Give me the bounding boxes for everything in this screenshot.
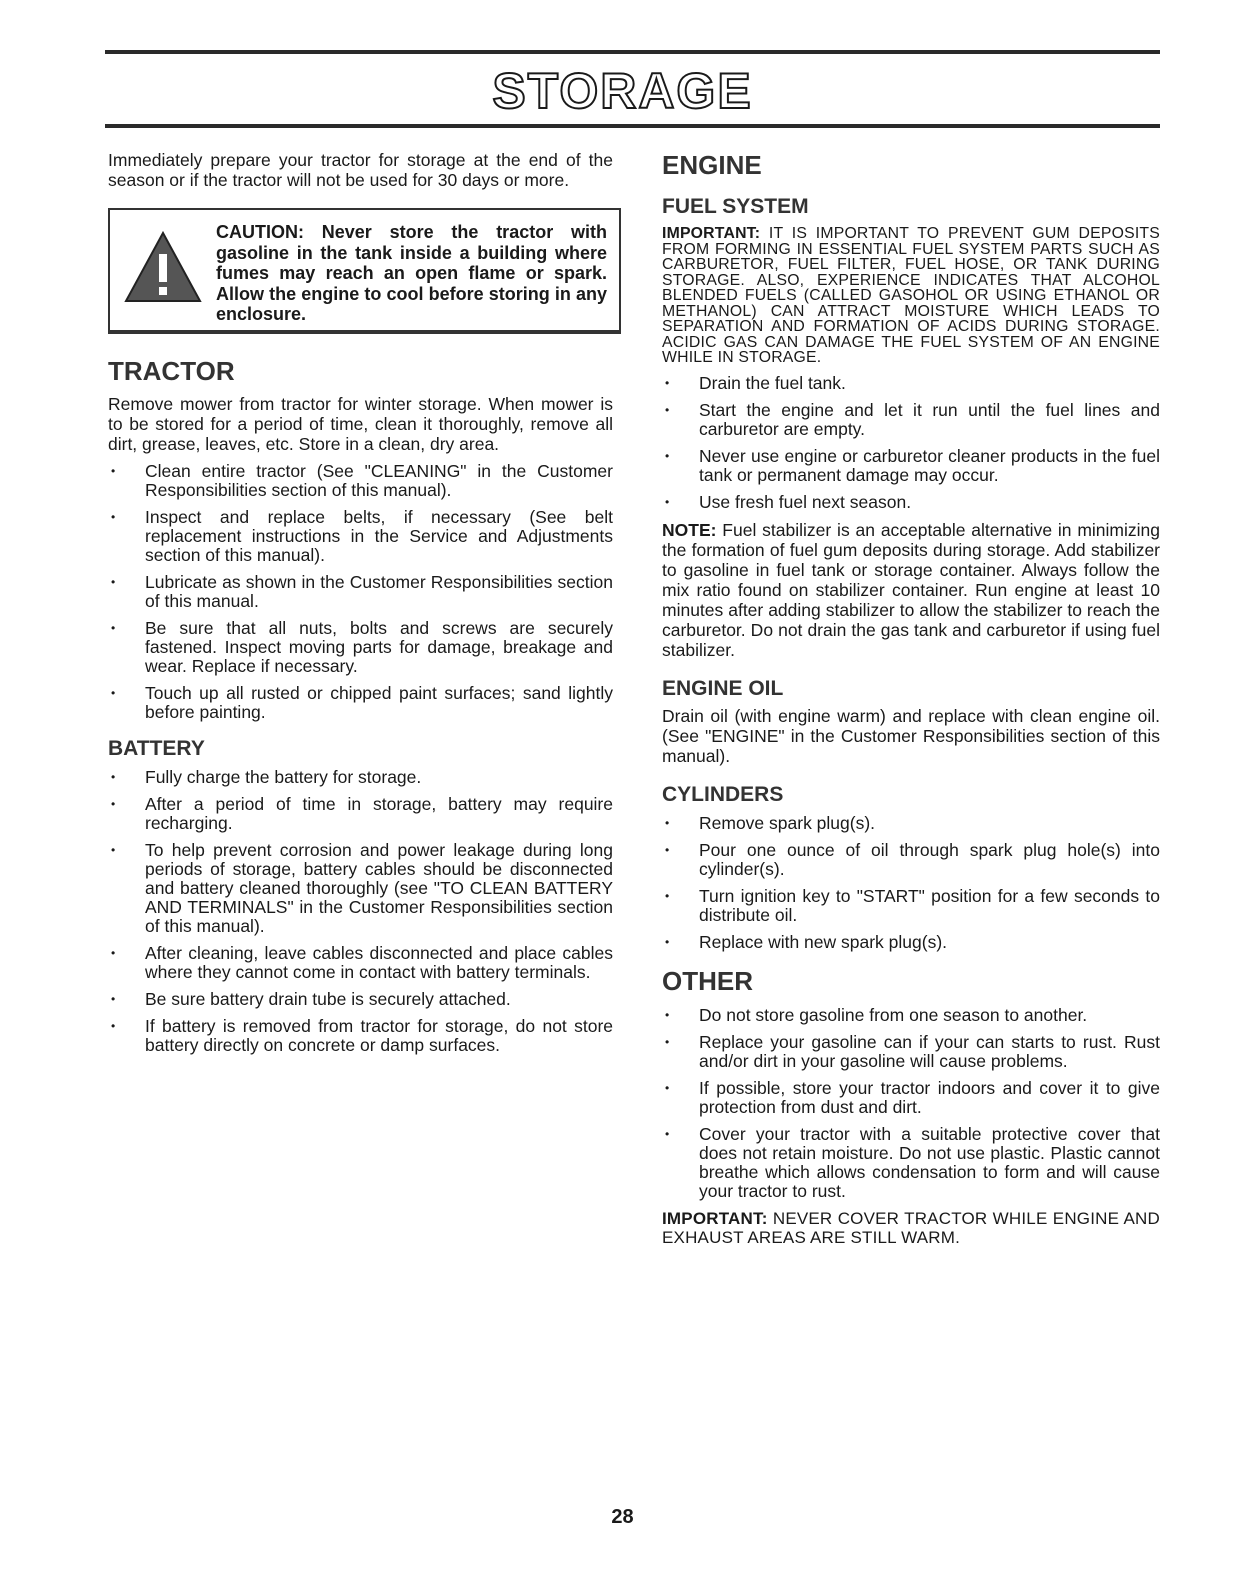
intro-paragraph: Immediately prepare your tractor for storage at the end of the season or if the tractor will not be used for 30 days or more. (108, 150, 613, 190)
top-rule (105, 50, 1160, 54)
battery-heading: BATTERY (108, 737, 205, 760)
caution-box (108, 208, 621, 334)
list-item: • Start the engine and let it run until the fuel lines and carburetor are empty. (662, 401, 1160, 439)
caution-text: CAUTION: Never store the tractor with gasoline in the tank inside a building where fumes may reach an open flame or spark. Allow the engine to cool before storing in any enclosure. (216, 222, 607, 324)
important-text: NEVER COVER TRACTOR WHILE ENGINE AND EXHAUST AREAS ARE STILL WARM. (662, 1208, 1160, 1247)
list-item: • Turn ignition key to "START" position for a few seconds to distribute oil. (662, 887, 1160, 925)
right-column (662, 150, 1160, 1247)
list-item: • Never use engine or carburetor cleaner products in the fuel tank or permanent damage may occur. (662, 447, 1160, 485)
list-item: • Pour one ounce of oil through spark plug hole(s) into cylinder(s). (662, 841, 1160, 879)
page-number: 28 (611, 1506, 634, 1528)
other-list (662, 1006, 1160, 1201)
list-item: • To help prevent corrosion and power leakage during long periods of storage, battery cables should be disconnected and battery cleaned thoroughly (see "TO CLEAN BATTERY AND TERMINALS" in the Customer Responsibilities section of this manual). (108, 841, 613, 936)
left-column (108, 150, 613, 1063)
important-label: IMPORTANT: (662, 1208, 768, 1228)
fuel-system-heading: FUEL SYSTEM (662, 195, 809, 218)
list-item: • After a period of time in storage, battery may require recharging. (108, 795, 613, 833)
list-item: • Touch up all rusted or chipped paint surfaces; sand lightly before painting. (108, 684, 613, 722)
list-item: • Inspect and replace belts, if necessary (See belt replacement instructions in the Service and Adjustments section of this manual). (108, 508, 613, 565)
list-item: • After cleaning, leave cables disconnected and place cables where they cannot come in contact with battery terminals. (108, 944, 613, 982)
important-text: IT IS IMPORTANT TO PREVENT GUM DEPOSITS FROM FORMING IN ESSENTIAL FUEL SYSTEM PARTS SUCH AS CARBURETOR, FUEL FILTER, FUEL HOSE, OR TANK DURING STORAGE. ALSO, EXPERIENCE INDICATES THAT ALCOHOL BLENDED FUELS (CALLED GASOHOL OR USING ETHANOL OR METHANOL) CAN ATTRACT MOISTURE WHICH LEADS TO SEPARATION AND FORMATION OF ACIDS DURING STORAGE. ACIDIC GAS CAN DAMAGE THE FUEL SYSTEM OF AN ENGINE WHILE IN STORAGE. (662, 225, 1160, 366)
list-item: • Use fresh fuel next season. (662, 493, 1160, 512)
list-item: • If possible, store your tractor indoors and cover it to give protection from dust and dirt. (662, 1079, 1160, 1117)
list-item: • Fully charge the battery for storage. (108, 768, 613, 787)
fuel-note (662, 520, 1160, 660)
list-item: • Lubricate as shown in the Customer Responsibilities section of this manual. (108, 573, 613, 611)
list-item: • Cover your tractor with a suitable protective cover that does not retain moisture. Do not use plastic. Plastic cannot breathe which allows condensation to form and will cause your tractor to rust. (662, 1125, 1160, 1201)
title-rule (105, 124, 1160, 128)
list-item: • If battery is removed from tractor for storage, do not store battery directly on concrete or damp surfaces. (108, 1017, 613, 1055)
engine-oil-paragraph: Drain oil (with engine warm) and replace with clean engine oil. (See "ENGINE" in the Customer Responsibilities section of this manual). (662, 705, 1160, 766)
tractor-paragraph: Remove mower from tractor for winter storage. When mower is to be stored for a period of time, clean it thoroughly, remove all dirt, grease, leaves, etc. Store in a clean, dry area. (108, 394, 613, 454)
list-item: • Do not store gasoline from one season to another. (662, 1006, 1160, 1025)
battery-list (108, 768, 613, 1055)
list-item: • Be sure battery drain tube is securely attached. (108, 990, 613, 1009)
list-item: • Be sure that all nuts, bolts and screws are securely fastened. Inspect moving parts for damage, breakage and wear. Replace if necessary. (108, 619, 613, 676)
tractor-list (108, 462, 613, 722)
list-item: • Replace with new spark plug(s). (662, 933, 1160, 952)
page-title: STORAGE (492, 63, 753, 119)
cylinders-heading: CYLINDERS (662, 782, 784, 806)
engine-oil-heading: ENGINE OIL (662, 676, 784, 700)
fuel-system-important (662, 226, 1160, 366)
list-item: • Clean entire tractor (See "CLEANING" in the Customer Responsibilities section of this manual). (108, 462, 613, 500)
engine-heading: ENGINE (662, 150, 762, 180)
list-item: • Remove spark plug(s). (662, 814, 1160, 833)
note-text: Fuel stabilizer is an acceptable alternative in minimizing the formation of fuel gum deposits during storage. Add stabilizer to gasoline in fuel tank or storage container. Always follow the mix ratio found on stabilizer container. Run engine at least 10 minutes after adding stabilizer to allow the stabilizer to reach the carburetor. Do not drain the gas tank and carburetor if using fuel stabilizer. (662, 519, 1160, 660)
fuel-system-list (662, 374, 1160, 512)
other-heading: OTHER (662, 965, 753, 996)
warning-triangle-icon (124, 230, 202, 304)
list-item: • Drain the fuel tank. (662, 374, 1160, 393)
other-important (662, 1209, 1160, 1247)
note-label: NOTE: (662, 519, 717, 540)
cylinders-list (662, 814, 1160, 952)
important-label: IMPORTANT: (662, 225, 761, 242)
tractor-heading: TRACTOR (108, 356, 235, 386)
list-item: • Replace your gasoline can if your can starts to rust. Rust and/or dirt in your gasoline will cause problems. (662, 1033, 1160, 1071)
